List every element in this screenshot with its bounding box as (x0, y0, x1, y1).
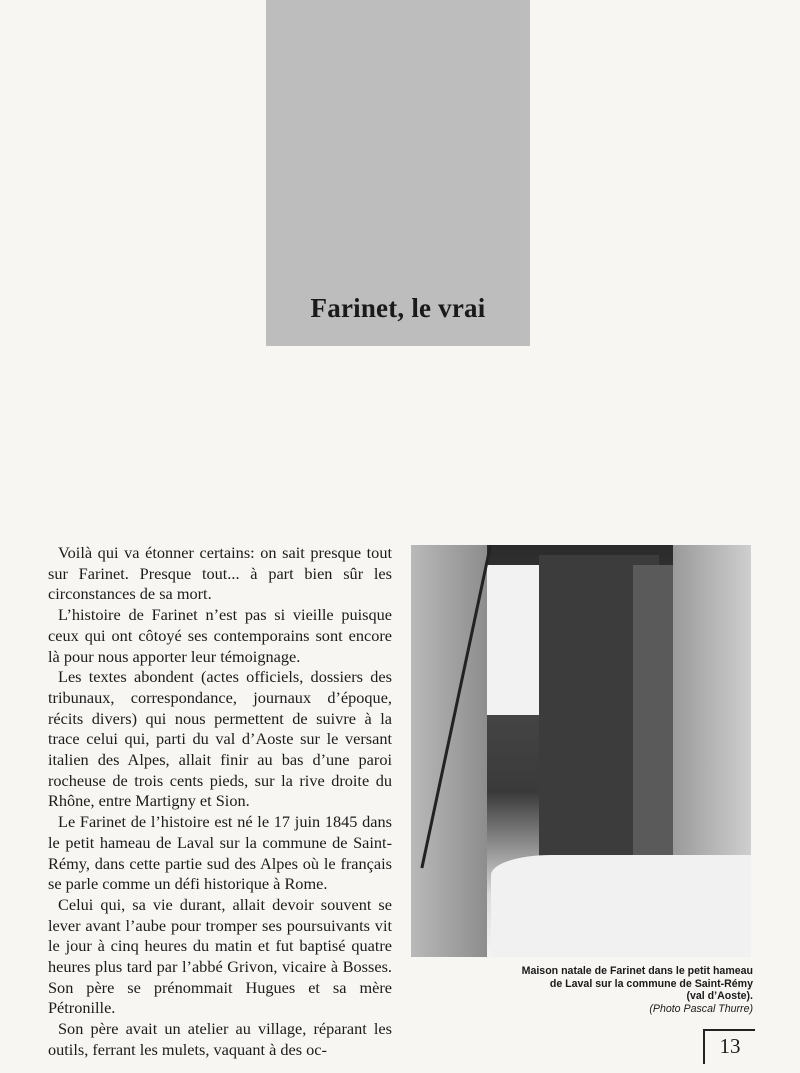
paragraph: Les textes abondent (actes officiels, dossiers des tribunaux, correspondance, journaux d’époque, récits divers) qui nous permettent de suivre à la trace celui qui, parti du val d’Aoste sur le versant italien des Alpes, allait finir au bas d’une paroi rocheuse de trois cents pieds, sur la rive droite du Rhône, entre Martigny et Sion. (48, 667, 392, 811)
paragraph: Son père avait un atelier au village, réparant les outils, ferrant les mulets, vaquant à des oc- (48, 1019, 392, 1059)
paragraph: Voilà qui va étonner certains: on sait presque tout sur Farinet. Presque tout... à part bien sûr les circonstances de sa mort. (48, 543, 392, 604)
paragraph: Le Farinet de l’histoire est né le 17 juin 1845 dans le petit hameau de Laval sur la commune de Saint-Rémy, dans cette partie sud des Alpes où le français se parle comme un défi historique à Rome. (48, 812, 392, 894)
photo-caption (470, 965, 753, 1015)
caption-line: de Laval sur la commune de Saint-Rémy (549, 977, 753, 990)
photo-credit: (Photo Pascal Thurre) (649, 1002, 753, 1015)
page-number: 13 (719, 1034, 741, 1058)
caption-line: (val d’Aoste). (686, 990, 753, 1003)
caption-line: Maison natale de Farinet dans le petit hameau (521, 965, 753, 977)
paragraph: Celui qui, sa vie durant, allait devoir souvent se lever avant l’aube pour tromper ses poursuivants vit le jour à cinq heures du matin et fut baptisé quatre heures plus tard par l’abbé Grivon, vicaire à Bosses. Son père se prénommait Hugues et sa mère Pétronille. (48, 894, 392, 1018)
paragraph: L’histoire de Farinet n’est pas si vieille puisque ceux qui ont côtoyé ses contemporains sont encore là pour nous apporter leur témoignage. (48, 605, 392, 666)
article-title: Farinet, le vrai (310, 293, 486, 323)
village-house-photo (411, 545, 751, 957)
page-number-box (703, 1029, 755, 1064)
title-block (266, 0, 530, 346)
article-body (48, 543, 392, 1061)
photo-snow (491, 855, 751, 957)
